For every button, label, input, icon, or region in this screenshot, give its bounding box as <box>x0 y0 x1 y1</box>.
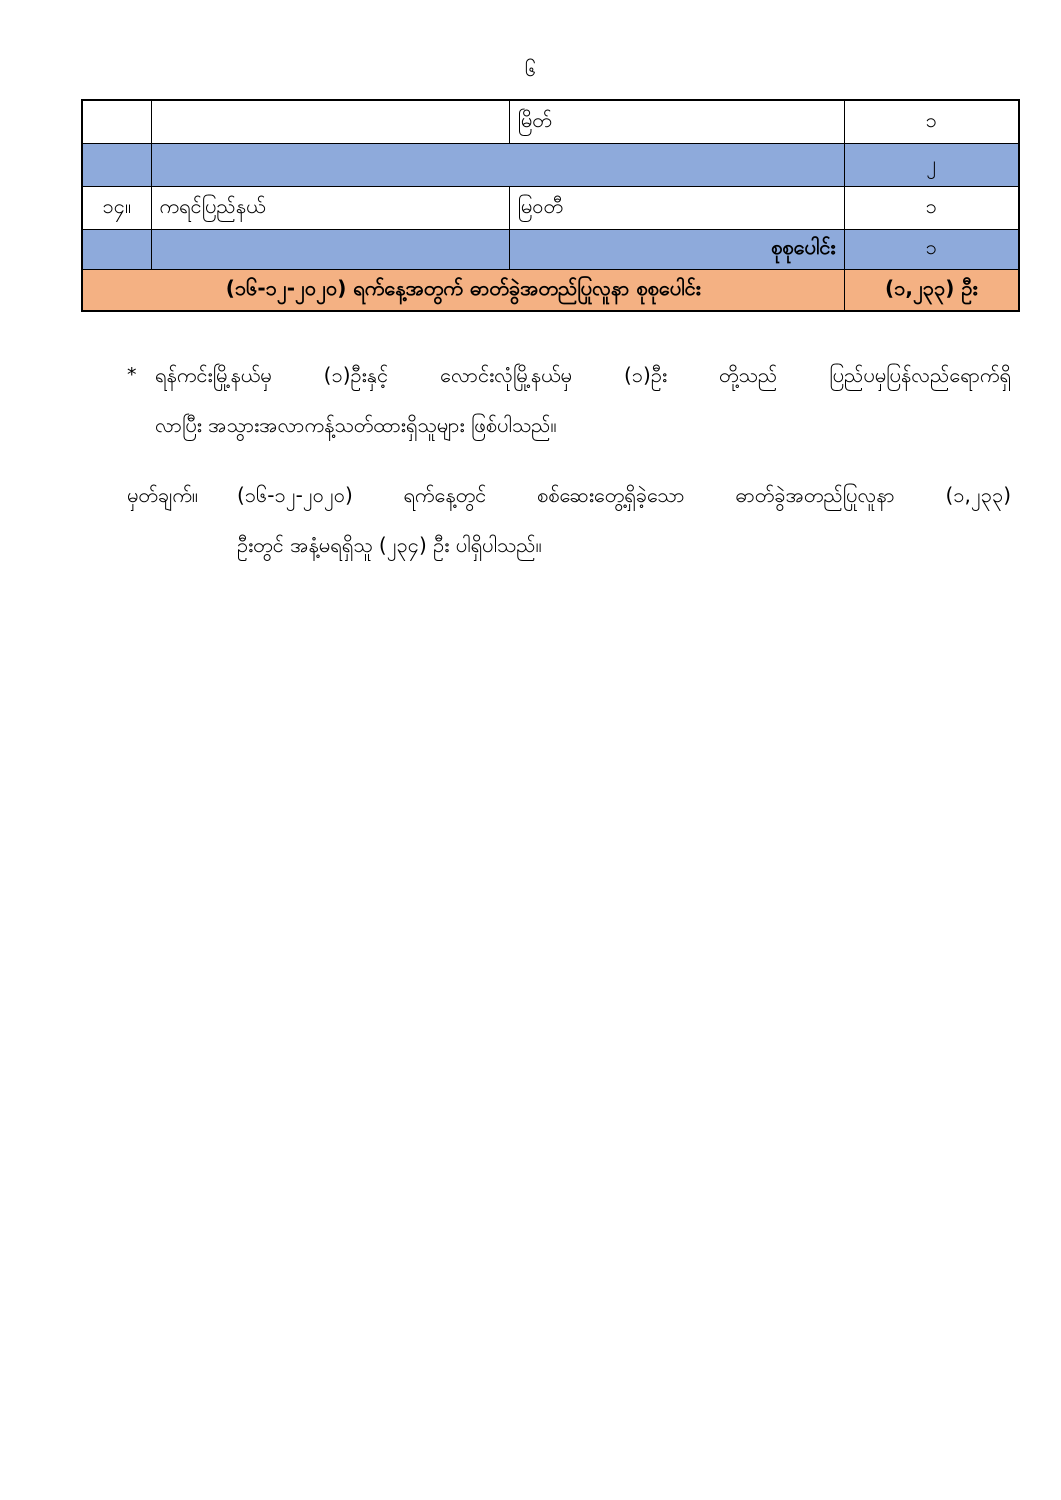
cell-grand-total-count: (၁,၂၃၃) ဦး <box>844 269 1019 311</box>
cell-region <box>151 100 509 143</box>
cell-township: မြိတ် <box>509 100 844 143</box>
footnote-line-1: ရန်ကင်းမြို့နယ်မှ (၁)ဦးနှင့် လောင်းလုံမြို့နယ်မှ (၁)ဦး တို့သည် ပြည်ပမှပြန်လည်ရောက်ရှိ <box>155 363 1011 387</box>
cell-serial-no <box>82 100 151 143</box>
covid-case-table <box>81 99 1020 312</box>
cell-region <box>151 229 509 269</box>
cell-subtotal-label: စုစုပေါင်း <box>509 229 844 269</box>
footnote-line-2: လာပြီး အသွားအလာကန့်သတ်ထားရှိသူများ ဖြစ်ပါသည်။ <box>155 413 557 437</box>
cell-township: မြဝတီ <box>509 186 844 229</box>
table-row-township-continuation <box>82 100 1019 143</box>
page-number: ၆ <box>524 57 537 81</box>
cell-grand-total-label: (၁၆-၁၂-၂၀၂၀) ရက်နေ့အတွက် ဓာတ်ခွဲအတည်ပြုလူနာ စုစုပေါင်း <box>82 269 844 311</box>
remark-paragraph <box>127 470 1011 570</box>
cell-region: ကရင်ပြည်နယ် <box>151 186 509 229</box>
table-row-township <box>82 186 1019 229</box>
cell-merged-label <box>151 143 844 186</box>
cell-serial-no <box>82 229 151 269</box>
remark-line-2: ဦးတွင် အနံ့မရရှိသူ (၂၃၄) ဦး ပါရှိပါသည်။ <box>237 533 542 557</box>
footnote-text <box>155 350 1011 450</box>
remark-text <box>237 470 1011 570</box>
cell-count: ၁ <box>844 186 1019 229</box>
footnote-paragraph <box>127 350 1011 450</box>
remark-line-1: (၁၆-၁၂-၂၀၂၀) ရက်နေ့တွင် စစ်ဆေးတွေ့ရှိခဲ့သော ဓာတ်ခွဲအတည်ပြုလူနာ (၁,၂၃၃) <box>237 483 1011 507</box>
table-row-grand-total <box>82 269 1019 311</box>
cell-serial-no <box>82 143 151 186</box>
footnote-asterisk: * <box>127 364 137 386</box>
cell-count: ၁ <box>844 229 1019 269</box>
cell-serial-no: ၁၄။ <box>82 186 151 229</box>
table-row-subtotal <box>82 143 1019 186</box>
cell-count: ၁ <box>844 100 1019 143</box>
table-row-subtotal <box>82 229 1019 269</box>
remark-label: မှတ်ချက်။ <box>127 483 198 507</box>
cell-count: ၂ <box>844 143 1019 186</box>
